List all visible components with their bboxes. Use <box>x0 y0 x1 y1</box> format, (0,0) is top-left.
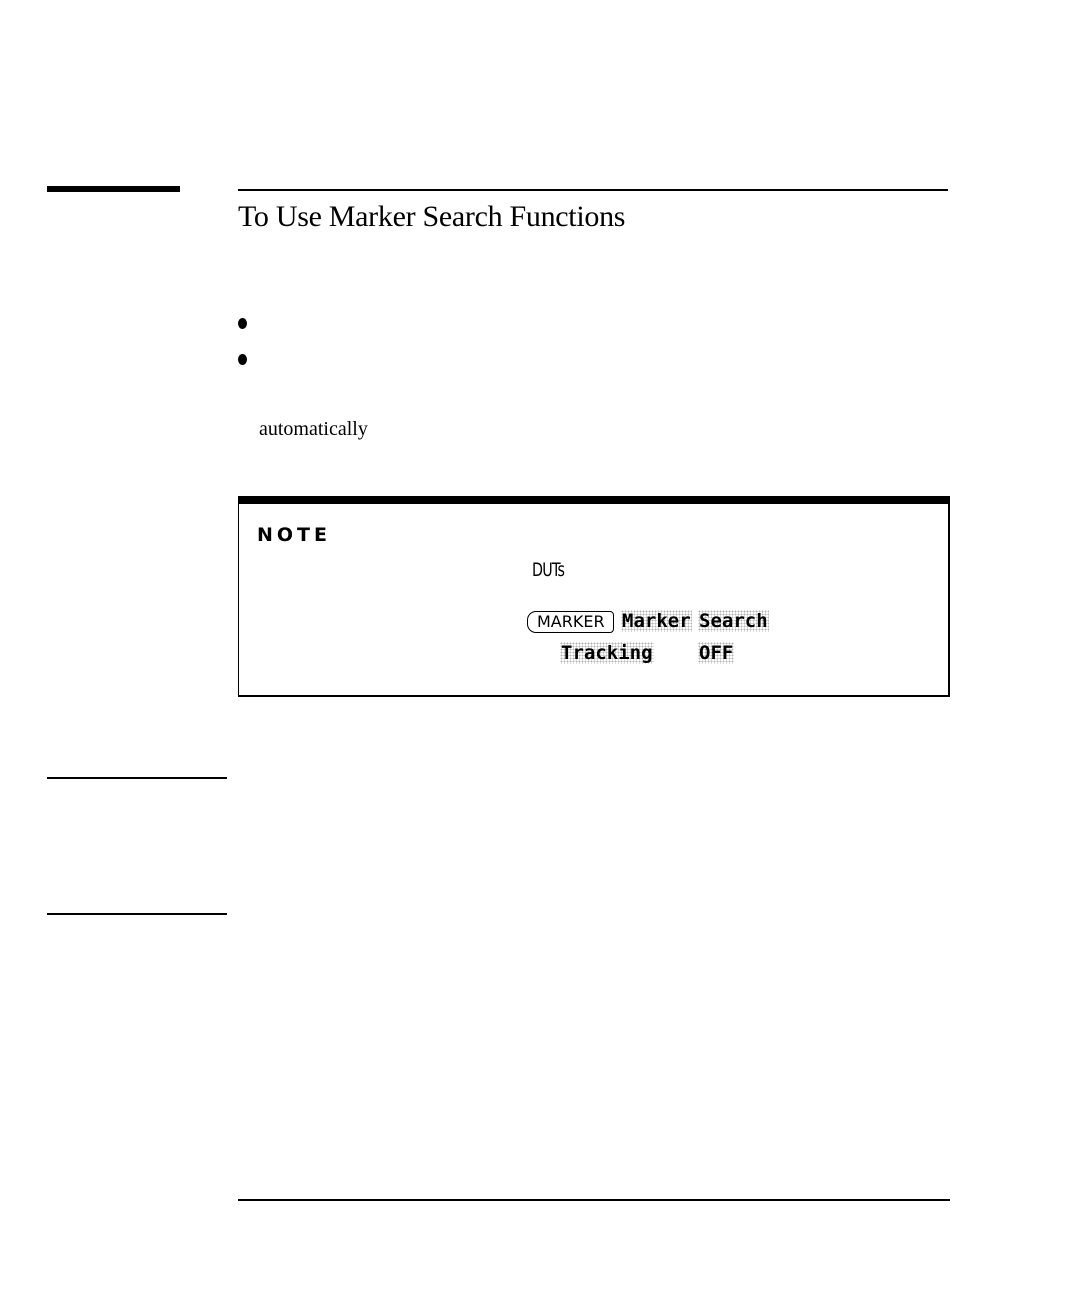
marker-softkey: Marker <box>622 610 691 632</box>
tracking-softkey: Tracking <box>561 642 653 664</box>
page-title: To Use Marker Search Functions <box>238 200 626 233</box>
header-rule <box>238 189 948 191</box>
body-text-fragment: automatically <box>259 418 368 440</box>
duts-text: DUTs <box>532 559 565 581</box>
note-box <box>238 496 950 697</box>
section-tab-rule <box>47 186 180 192</box>
search-softkey: Search <box>699 610 768 632</box>
off-softkey: OFF <box>699 642 734 664</box>
margin-rule <box>47 913 227 915</box>
marker-hardkey: MARKER <box>527 611 614 633</box>
note-label: NOTE <box>257 524 331 546</box>
bullet-icon <box>238 318 247 329</box>
bullet-icon <box>238 354 247 365</box>
margin-rule <box>47 777 227 779</box>
footer-rule <box>238 1199 950 1201</box>
